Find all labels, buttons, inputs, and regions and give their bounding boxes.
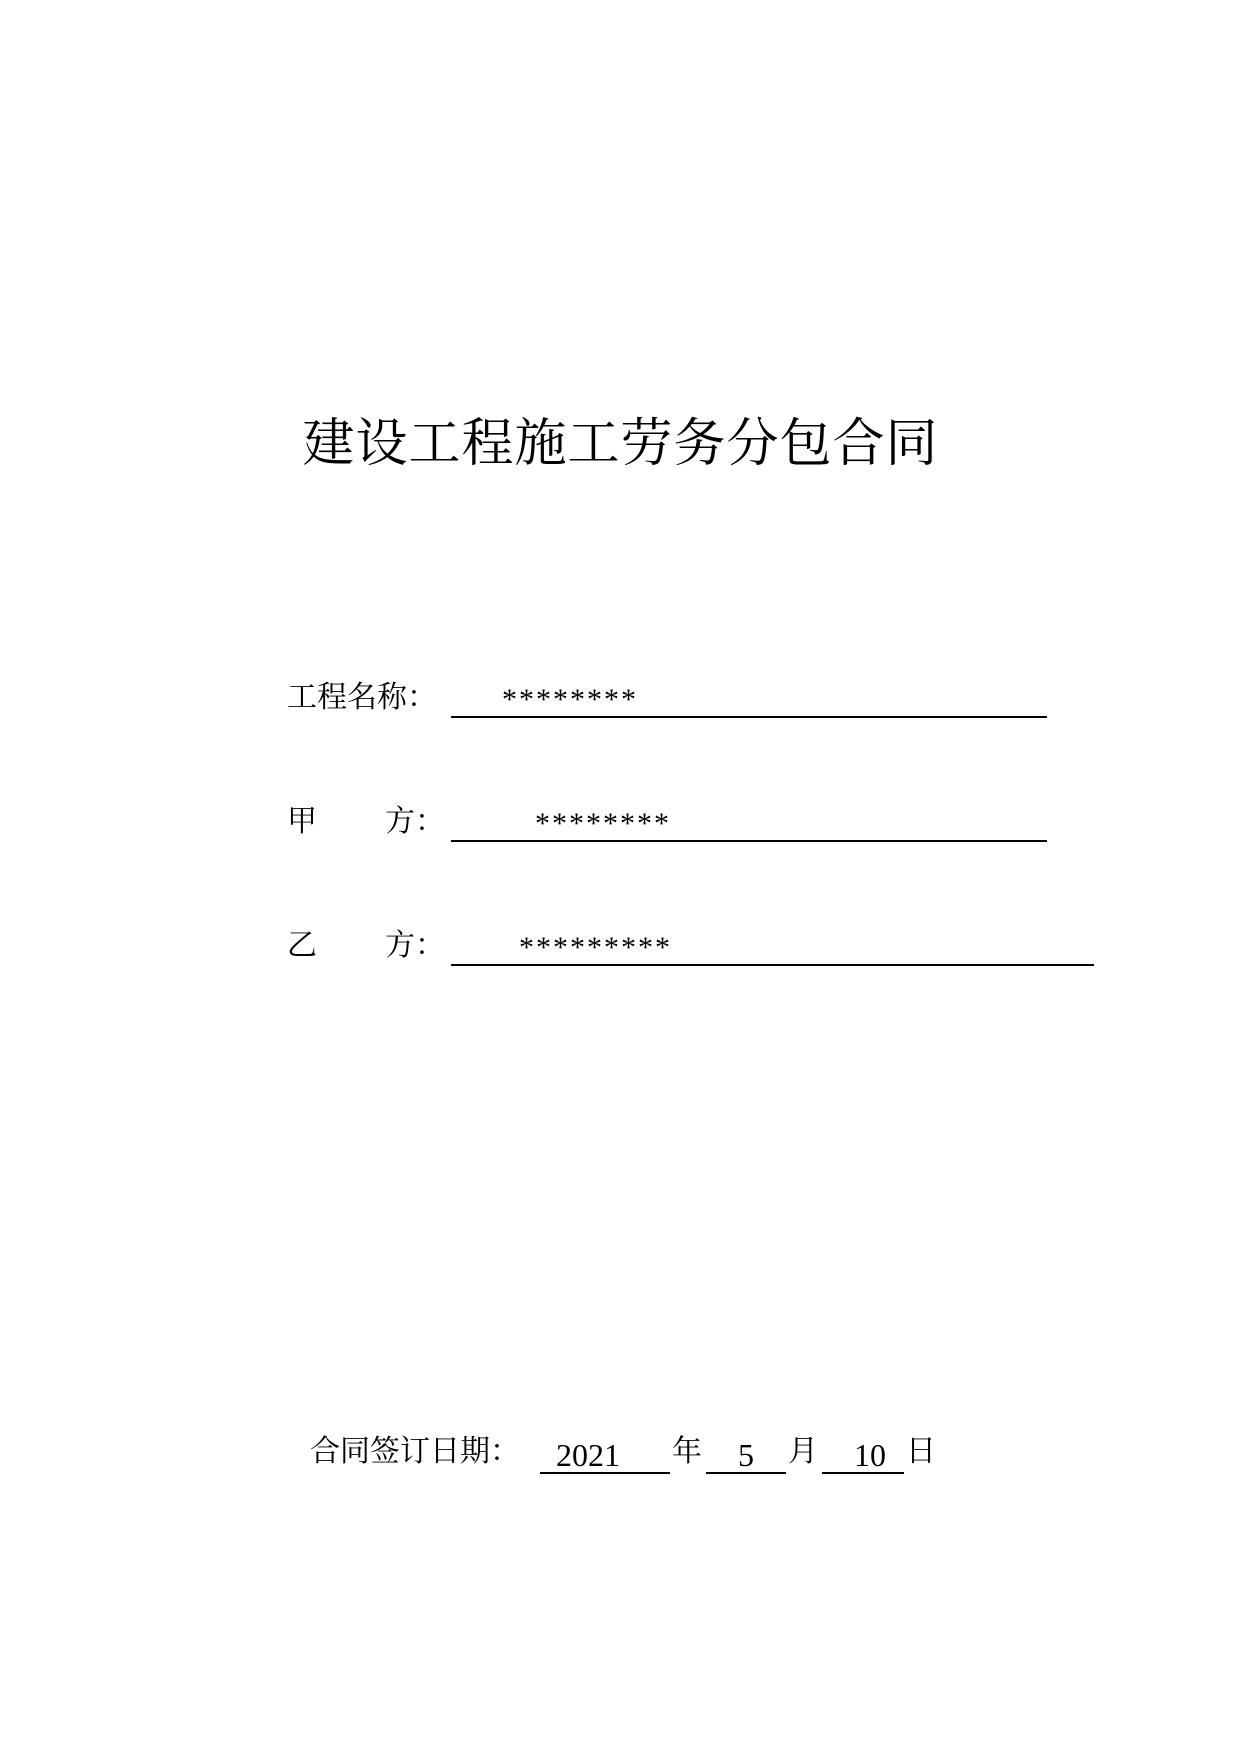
project-name-value: ******** bbox=[502, 683, 638, 716]
party-a-label bbox=[287, 804, 445, 840]
year-unit: 年 bbox=[672, 1434, 702, 1469]
project-name-field bbox=[287, 676, 1067, 724]
month-value: 5 bbox=[738, 1437, 754, 1473]
party-b-value: ********* bbox=[519, 931, 672, 964]
party-a-value: ******** bbox=[535, 807, 671, 840]
month-unit: 月 bbox=[788, 1434, 818, 1469]
party-b-field bbox=[287, 924, 1107, 972]
signing-date-row bbox=[310, 1430, 950, 1480]
day-value: 10 bbox=[854, 1437, 886, 1473]
signing-date-label: 合同签订日期： bbox=[310, 1434, 520, 1469]
day-unit: 日 bbox=[906, 1434, 936, 1469]
party-b-label-first: 乙 bbox=[287, 928, 317, 963]
document-title: 建设工程施工劳务分包合同 bbox=[302, 414, 939, 474]
year-value: 2021 bbox=[556, 1437, 620, 1473]
party-b-label bbox=[287, 928, 445, 964]
party-a-label-second: 方： bbox=[385, 804, 445, 839]
party-a-field bbox=[287, 800, 1067, 848]
project-name-label: 工程名称： bbox=[287, 680, 437, 715]
party-a-label-first: 甲 bbox=[287, 804, 317, 839]
party-b-label-second: 方： bbox=[385, 928, 445, 963]
